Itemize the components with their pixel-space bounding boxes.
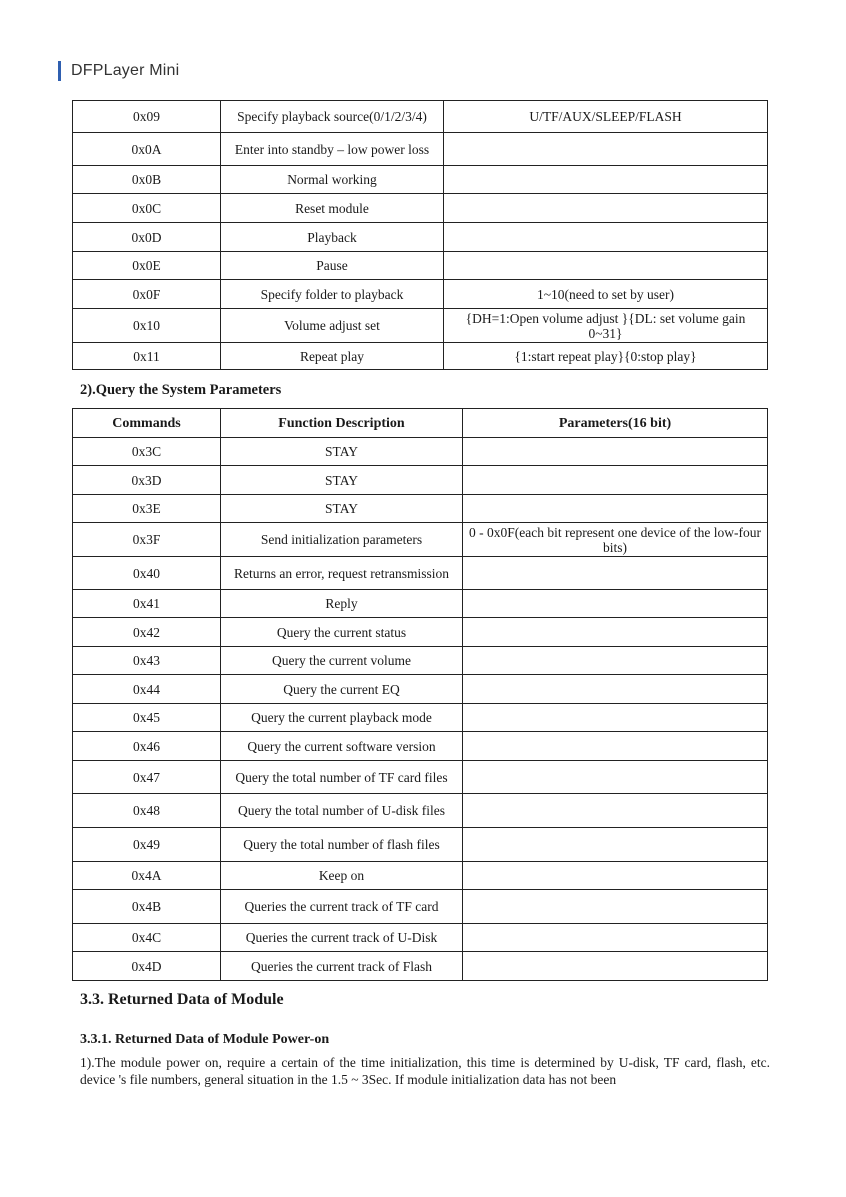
command-cell: 0x11: [73, 343, 221, 370]
function-cell: Pause: [221, 252, 444, 280]
table-row: [73, 309, 768, 343]
table-row: [73, 557, 768, 590]
table-row: [73, 647, 768, 675]
column-header-commands: Commands: [73, 409, 221, 438]
parameter-cell: [463, 862, 768, 890]
parameter-cell: [463, 495, 768, 523]
parameter-cell: [444, 194, 768, 223]
table-row: [73, 495, 768, 523]
body-paragraph: 1).The module power on, require a certain of the time initialization, this time is determined by U-disk, TF card, flash, etc. device 's file numbers, general situation in the 1.5 ~ 3Sec. If module initialization data has not been: [80, 1055, 770, 1087]
command-cell: 0x4B: [73, 890, 221, 924]
function-cell: Queries the current track of TF card: [221, 890, 463, 924]
function-cell: Playback: [221, 223, 444, 252]
section-heading-3-3-1: 3.3.1. Returned Data of Module Power-on: [80, 1032, 330, 1047]
parameter-cell: [463, 952, 768, 981]
function-cell: Query the current software version: [221, 732, 463, 761]
command-cell: 0x0A: [73, 133, 221, 166]
parameter-cell: [463, 924, 768, 952]
command-cell: 0x10: [73, 309, 221, 343]
table-row: [73, 618, 768, 647]
command-cell: 0x47: [73, 761, 221, 794]
parameter-cell: [463, 557, 768, 590]
command-cell: 0x0C: [73, 194, 221, 223]
parameter-cell: [463, 590, 768, 618]
parameter-cell: {DH=1:Open volume adjust }{DL: set volume gain 0~31}: [444, 309, 768, 343]
function-cell: Query the total number of flash files: [221, 828, 463, 862]
parameter-cell: [463, 647, 768, 675]
command-cell: 0x3F: [73, 523, 221, 557]
function-cell: STAY: [221, 438, 463, 466]
command-cell: 0x40: [73, 557, 221, 590]
function-cell: Query the current volume: [221, 647, 463, 675]
function-cell: STAY: [221, 466, 463, 495]
function-cell: Repeat play: [221, 343, 444, 370]
parameter-cell: [463, 438, 768, 466]
parameter-cell: [463, 618, 768, 647]
table-row: [73, 466, 768, 495]
table-row: [73, 523, 768, 557]
table-row: [73, 166, 768, 194]
parameter-cell: {1:start repeat play}{0:stop play}: [444, 343, 768, 370]
table-row: [73, 732, 768, 761]
table-row: [73, 828, 768, 862]
table-row: [73, 280, 768, 309]
function-cell: Reply: [221, 590, 463, 618]
table-header-row: [73, 409, 768, 438]
command-cell: 0x09: [73, 101, 221, 133]
command-cell: 0x4C: [73, 924, 221, 952]
parameter-cell: 0 - 0x0F(each bit represent one device of the low-four bits): [463, 523, 768, 557]
command-cell: 0x46: [73, 732, 221, 761]
table-row: [73, 133, 768, 166]
parameter-cell: [463, 761, 768, 794]
table-row: [73, 924, 768, 952]
function-cell: Keep on: [221, 862, 463, 890]
table-row: [73, 252, 768, 280]
header-title: DFPLayer Mini: [71, 62, 180, 79]
function-cell: STAY: [221, 495, 463, 523]
parameter-cell: [444, 252, 768, 280]
command-cell: 0x4A: [73, 862, 221, 890]
function-cell: Returns an error, request retransmission: [221, 557, 463, 590]
parameter-cell: 1~10(need to set by user): [444, 280, 768, 309]
parameter-cell: [444, 223, 768, 252]
table-row: [73, 862, 768, 890]
function-cell: Enter into standby – low power loss: [221, 133, 444, 166]
command-cell: 0x3C: [73, 438, 221, 466]
parameter-cell: [444, 133, 768, 166]
page-header: [58, 60, 179, 82]
parameter-cell: [463, 828, 768, 862]
table-row: [73, 101, 768, 133]
table-row: [73, 704, 768, 732]
header-accent-bar: [58, 61, 61, 81]
function-cell: Send initialization parameters: [221, 523, 463, 557]
command-cell: 0x0D: [73, 223, 221, 252]
table-row: [73, 952, 768, 981]
command-cell: 0x43: [73, 647, 221, 675]
parameter-cell: U/TF/AUX/SLEEP/FLASH: [444, 101, 768, 133]
query-parameters-table: [72, 408, 768, 981]
table-row: [73, 675, 768, 704]
command-cell: 0x3D: [73, 466, 221, 495]
table-row: [73, 343, 768, 370]
query-section-heading: 2).Query the System Parameters: [80, 382, 282, 398]
column-header-function: Function Description: [221, 409, 463, 438]
table-row: [73, 761, 768, 794]
function-cell: Specify playback source(0/1/2/3/4): [221, 101, 444, 133]
function-cell: Query the current playback mode: [221, 704, 463, 732]
command-cell: 0x0B: [73, 166, 221, 194]
function-cell: Volume adjust set: [221, 309, 444, 343]
function-cell: Queries the current track of Flash: [221, 952, 463, 981]
function-cell: Specify folder to playback: [221, 280, 444, 309]
parameter-cell: [463, 704, 768, 732]
command-cell: 0x48: [73, 794, 221, 828]
section-heading-3-3: 3.3. Returned Data of Module: [80, 991, 284, 1008]
table-row: [73, 590, 768, 618]
command-cell: 0x45: [73, 704, 221, 732]
command-cell: 0x3E: [73, 495, 221, 523]
table-row: [73, 794, 768, 828]
command-cell: 0x4D: [73, 952, 221, 981]
function-cell: Queries the current track of U-Disk: [221, 924, 463, 952]
command-cell: 0x0F: [73, 280, 221, 309]
command-cell: 0x42: [73, 618, 221, 647]
parameter-cell: [463, 675, 768, 704]
parameter-cell: [463, 466, 768, 495]
function-cell: Query the current EQ: [221, 675, 463, 704]
function-cell: Query the total number of TF card files: [221, 761, 463, 794]
table-row: [73, 223, 768, 252]
column-header-parameters: Parameters(16 bit): [463, 409, 768, 438]
command-cell: 0x44: [73, 675, 221, 704]
function-cell: Query the total number of U-disk files: [221, 794, 463, 828]
parameter-cell: [463, 890, 768, 924]
parameter-cell: [463, 732, 768, 761]
command-cell: 0x0E: [73, 252, 221, 280]
table-row: [73, 890, 768, 924]
function-cell: Reset module: [221, 194, 444, 223]
table-row: [73, 194, 768, 223]
function-cell: Query the current status: [221, 618, 463, 647]
function-cell: Normal working: [221, 166, 444, 194]
command-cell: 0x49: [73, 828, 221, 862]
command-table-continued: [72, 100, 768, 370]
command-cell: 0x41: [73, 590, 221, 618]
parameter-cell: [444, 166, 768, 194]
table-row: [73, 438, 768, 466]
parameter-cell: [463, 794, 768, 828]
